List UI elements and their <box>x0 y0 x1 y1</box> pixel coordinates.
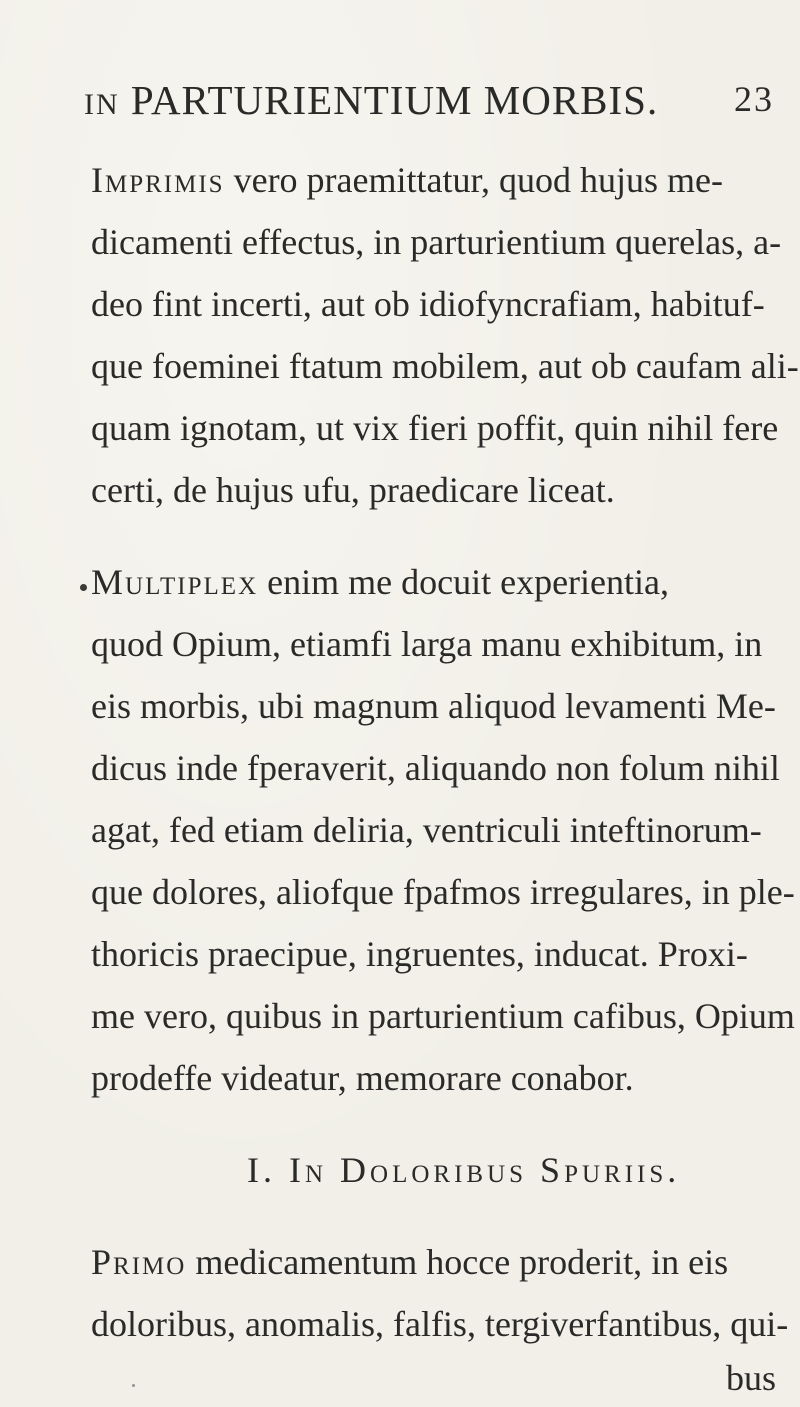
text-line: quod Opium, etiamfi larga manu exhibitum, in <box>91 624 763 664</box>
text-line: eis morbis, ubi magnum aliquod levamenti Me- <box>91 686 776 726</box>
running-head-text: PARTURIENTIUM MORBIS. <box>130 77 659 123</box>
text-line <box>91 1240 728 1284</box>
catchword: bus <box>726 1358 777 1398</box>
text-line: que dolores, aliofque fpafmos irregulares, in ple- <box>91 872 795 912</box>
running-head-prefix: IN <box>84 88 120 121</box>
paragraph-lead-word: Imprimis <box>91 160 225 200</box>
line-text: vero praemittatur, quod hujus me- <box>224 160 724 200</box>
text-line: agat, fed etiam deliria, ventriculi inteftinorum- <box>91 810 762 850</box>
text-line: dicamenti effectus, in parturientium querelas, a- <box>91 222 782 262</box>
line-text: medicamentum hocce proderit, in eis <box>186 1242 729 1282</box>
text-line <box>91 158 723 202</box>
text-line: quam ignotam, ut vix fieri poffit, quin nihil fere <box>91 408 779 448</box>
text-line: thoricis praecipue, ingruentes, inducat. Proxi- <box>91 934 748 974</box>
text-line: dicus inde fperaverit, aliquando non folum nihil <box>91 748 780 788</box>
running-head <box>84 76 774 126</box>
text-line <box>91 560 669 604</box>
text-line: deo fint incerti, aut ob idiofyncrafiam, habituf- <box>91 284 765 324</box>
ink-speck <box>132 1384 135 1387</box>
text-line: doloribus, anomalis, falfis, tergiverfantibus, qui- <box>91 1304 789 1344</box>
ink-speck <box>80 584 87 591</box>
text-line: que foeminei ftatum mobilem, aut ob caufam ali- <box>91 346 799 386</box>
section-heading: I. In Doloribus Spuriis. <box>247 1150 681 1190</box>
text-line: prodeffe videatur, memorare conabor. <box>91 1058 634 1098</box>
paragraph-lead-word: Multiplex <box>91 562 259 602</box>
text-line: me vero, quibus in parturientium cafibus, Opium <box>91 996 795 1036</box>
paragraph-lead-word: Primo <box>91 1242 187 1282</box>
page-number: 23 <box>734 79 774 119</box>
line-text: enim me docuit experientia, <box>258 562 669 602</box>
running-head-title <box>84 76 658 124</box>
text-line: certi, de hujus ufu, praedicare liceat. <box>91 470 615 510</box>
